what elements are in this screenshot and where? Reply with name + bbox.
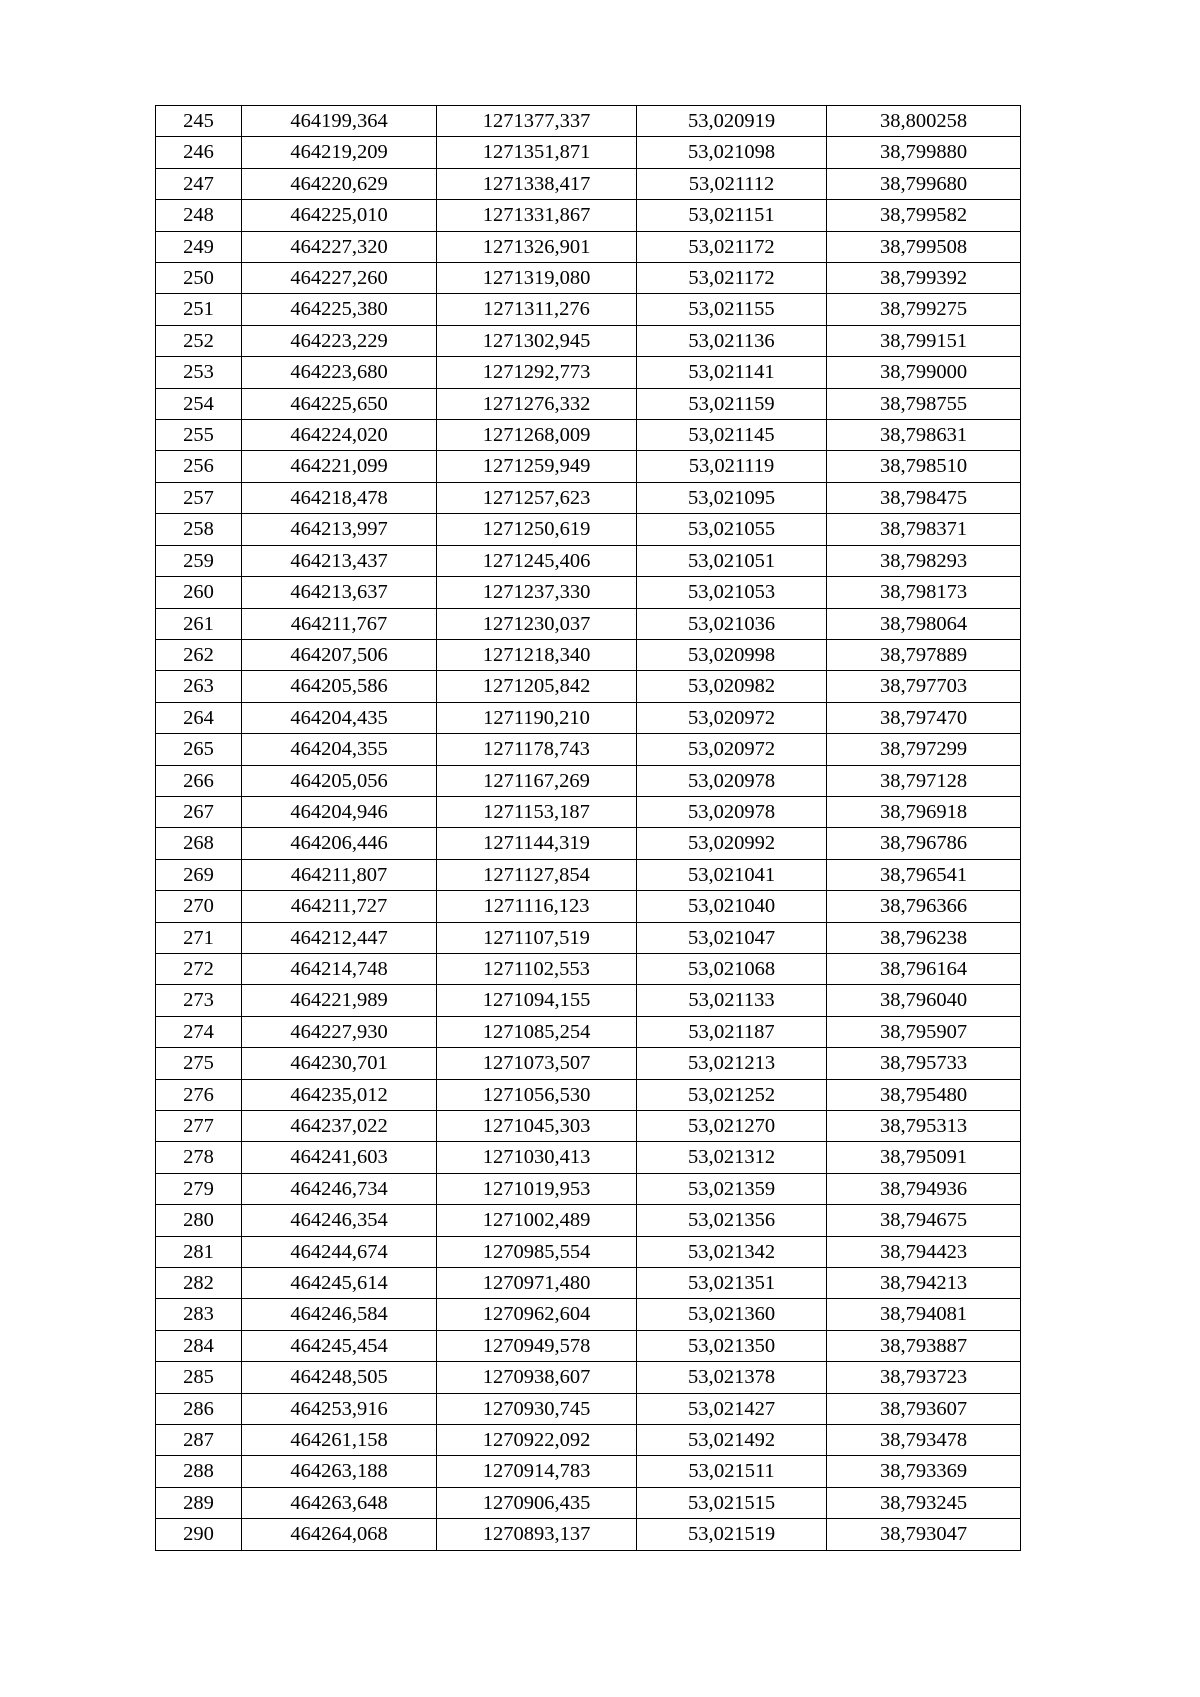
table-cell-longitude: 38,796238: [827, 922, 1021, 953]
table-row: [156, 671, 1021, 702]
table-cell-longitude: 38,798064: [827, 608, 1021, 639]
table-row: [156, 608, 1021, 639]
table-cell-easting: 1271102,553: [437, 953, 637, 984]
table-cell-longitude: 38,798631: [827, 420, 1021, 451]
table-cell-easting: 1270914,783: [437, 1456, 637, 1487]
table-cell-northing: 464246,584: [242, 1299, 437, 1330]
table-cell-index: 288: [156, 1456, 242, 1487]
table-cell-easting: 1271218,340: [437, 639, 637, 670]
table-cell-index: 253: [156, 357, 242, 388]
table-row: [156, 1268, 1021, 1299]
table-cell-latitude: 53,021145: [637, 420, 827, 451]
table-cell-index: 281: [156, 1236, 242, 1267]
table-cell-northing: 464213,437: [242, 545, 437, 576]
table-cell-northing: 464221,099: [242, 451, 437, 482]
table-cell-longitude: 38,797128: [827, 765, 1021, 796]
table-cell-longitude: 38,798755: [827, 388, 1021, 419]
table-cell-latitude: 53,021350: [637, 1330, 827, 1361]
table-cell-northing: 464207,506: [242, 639, 437, 670]
table-cell-index: 282: [156, 1268, 242, 1299]
table-cell-northing: 464263,188: [242, 1456, 437, 1487]
table-cell-easting: 1271178,743: [437, 734, 637, 765]
table-cell-easting: 1271377,337: [437, 106, 637, 137]
table-cell-northing: 464221,989: [242, 985, 437, 1016]
table-cell-easting: 1271085,254: [437, 1016, 637, 1047]
table-cell-index: 259: [156, 545, 242, 576]
table-cell-latitude: 53,020998: [637, 639, 827, 670]
table-cell-latitude: 53,021519: [637, 1519, 827, 1550]
table-cell-easting: 1271268,009: [437, 420, 637, 451]
table-cell-easting: 1270985,554: [437, 1236, 637, 1267]
table-cell-northing: 464245,454: [242, 1330, 437, 1361]
table-cell-latitude: 53,021356: [637, 1205, 827, 1236]
table-row: [156, 1487, 1021, 1518]
table-cell-longitude: 38,795733: [827, 1048, 1021, 1079]
table-cell-index: 255: [156, 420, 242, 451]
table-cell-latitude: 53,020972: [637, 702, 827, 733]
table-row: [156, 200, 1021, 231]
table-cell-index: 266: [156, 765, 242, 796]
table-cell-longitude: 38,799000: [827, 357, 1021, 388]
table-cell-latitude: 53,021068: [637, 953, 827, 984]
table-cell-latitude: 53,021036: [637, 608, 827, 639]
table-cell-easting: 1271351,871: [437, 137, 637, 168]
table-cell-index: 267: [156, 796, 242, 827]
table-cell-latitude: 53,020982: [637, 671, 827, 702]
table-cell-longitude: 38,793047: [827, 1519, 1021, 1550]
table-cell-northing: 464230,701: [242, 1048, 437, 1079]
table-cell-northing: 464206,446: [242, 828, 437, 859]
table-row: [156, 1519, 1021, 1550]
table-cell-latitude: 53,021378: [637, 1362, 827, 1393]
table-cell-latitude: 53,021133: [637, 985, 827, 1016]
table-cell-easting: 1271338,417: [437, 168, 637, 199]
table-cell-longitude: 38,795313: [827, 1111, 1021, 1142]
table-cell-index: 250: [156, 263, 242, 294]
table-row: [156, 1079, 1021, 1110]
table-cell-easting: 1271019,953: [437, 1173, 637, 1204]
table-cell-longitude: 38,795091: [827, 1142, 1021, 1173]
table-cell-latitude: 53,020978: [637, 796, 827, 827]
table-cell-index: 285: [156, 1362, 242, 1393]
table-cell-latitude: 53,021270: [637, 1111, 827, 1142]
table-cell-index: 247: [156, 168, 242, 199]
table-cell-index: 258: [156, 514, 242, 545]
table-cell-northing: 464213,997: [242, 514, 437, 545]
table-cell-longitude: 38,796040: [827, 985, 1021, 1016]
table-cell-easting: 1270893,137: [437, 1519, 637, 1550]
table-row: [156, 953, 1021, 984]
table-cell-longitude: 38,794675: [827, 1205, 1021, 1236]
coordinate-table-body: [156, 106, 1021, 1551]
table-cell-northing: 464248,505: [242, 1362, 437, 1393]
table-cell-northing: 464223,680: [242, 357, 437, 388]
table-cell-latitude: 53,021427: [637, 1393, 827, 1424]
table-cell-latitude: 53,021252: [637, 1079, 827, 1110]
table-row: [156, 577, 1021, 608]
table-cell-northing: 464244,674: [242, 1236, 437, 1267]
table-cell-longitude: 38,800258: [827, 106, 1021, 137]
table-cell-latitude: 53,021312: [637, 1142, 827, 1173]
table-cell-index: 284: [156, 1330, 242, 1361]
table-cell-longitude: 38,797299: [827, 734, 1021, 765]
table-cell-easting: 1271002,489: [437, 1205, 637, 1236]
table-row: [156, 388, 1021, 419]
table-cell-easting: 1271250,619: [437, 514, 637, 545]
table-cell-easting: 1271045,303: [437, 1111, 637, 1142]
table-cell-longitude: 38,799680: [827, 168, 1021, 199]
table-cell-longitude: 38,799880: [827, 137, 1021, 168]
table-cell-index: 280: [156, 1205, 242, 1236]
table-row: [156, 231, 1021, 262]
table-row: [156, 168, 1021, 199]
table-cell-latitude: 53,021492: [637, 1425, 827, 1456]
table-cell-northing: 464205,056: [242, 765, 437, 796]
table-cell-latitude: 53,020978: [637, 765, 827, 796]
table-row: [156, 1330, 1021, 1361]
table-cell-latitude: 53,021187: [637, 1016, 827, 1047]
table-row: [156, 1048, 1021, 1079]
table-cell-latitude: 53,021055: [637, 514, 827, 545]
table-cell-easting: 1270930,745: [437, 1393, 637, 1424]
table-cell-longitude: 38,799392: [827, 263, 1021, 294]
table-cell-index: 251: [156, 294, 242, 325]
table-cell-index: 256: [156, 451, 242, 482]
table-cell-longitude: 38,797703: [827, 671, 1021, 702]
table-cell-latitude: 53,021151: [637, 200, 827, 231]
table-cell-longitude: 38,793478: [827, 1425, 1021, 1456]
table-cell-easting: 1271302,945: [437, 325, 637, 356]
table-cell-index: 283: [156, 1299, 242, 1330]
table-cell-index: 290: [156, 1519, 242, 1550]
table-row: [156, 891, 1021, 922]
table-cell-longitude: 38,794081: [827, 1299, 1021, 1330]
table-row: [156, 482, 1021, 513]
table-cell-index: 271: [156, 922, 242, 953]
table-cell-easting: 1271257,623: [437, 482, 637, 513]
table-cell-northing: 464246,734: [242, 1173, 437, 1204]
table-cell-index: 252: [156, 325, 242, 356]
table-cell-easting: 1271245,406: [437, 545, 637, 576]
table-cell-latitude: 53,021342: [637, 1236, 827, 1267]
table-cell-index: 287: [156, 1425, 242, 1456]
table-cell-index: 260: [156, 577, 242, 608]
table-cell-longitude: 38,793369: [827, 1456, 1021, 1487]
table-cell-northing: 464241,603: [242, 1142, 437, 1173]
table-cell-easting: 1270971,480: [437, 1268, 637, 1299]
table-cell-index: 276: [156, 1079, 242, 1110]
table-cell-longitude: 38,796366: [827, 891, 1021, 922]
table-cell-index: 265: [156, 734, 242, 765]
table-cell-easting: 1271205,842: [437, 671, 637, 702]
table-cell-northing: 464225,010: [242, 200, 437, 231]
table-cell-latitude: 53,021359: [637, 1173, 827, 1204]
table-cell-easting: 1271230,037: [437, 608, 637, 639]
table-cell-easting: 1271030,413: [437, 1142, 637, 1173]
table-cell-index: 270: [156, 891, 242, 922]
table-row: [156, 1142, 1021, 1173]
table-cell-northing: 464225,380: [242, 294, 437, 325]
table-cell-easting: 1270949,578: [437, 1330, 637, 1361]
table-cell-longitude: 38,797470: [827, 702, 1021, 733]
table-cell-northing: 464225,650: [242, 388, 437, 419]
table-cell-easting: 1271319,080: [437, 263, 637, 294]
table-cell-easting: 1271127,854: [437, 859, 637, 890]
table-row: [156, 545, 1021, 576]
table-row: [156, 1236, 1021, 1267]
table-cell-longitude: 38,798293: [827, 545, 1021, 576]
table-cell-easting: 1271292,773: [437, 357, 637, 388]
table-cell-index: 264: [156, 702, 242, 733]
table-cell-northing: 464245,614: [242, 1268, 437, 1299]
table-cell-northing: 464212,447: [242, 922, 437, 953]
table-row: [156, 1173, 1021, 1204]
table-cell-northing: 464253,916: [242, 1393, 437, 1424]
table-cell-easting: 1271259,949: [437, 451, 637, 482]
table-cell-latitude: 53,021141: [637, 357, 827, 388]
table-cell-latitude: 53,020992: [637, 828, 827, 859]
table-cell-easting: 1271237,330: [437, 577, 637, 608]
table-cell-longitude: 38,793245: [827, 1487, 1021, 1518]
table-cell-longitude: 38,798173: [827, 577, 1021, 608]
table-cell-latitude: 53,021047: [637, 922, 827, 953]
table-cell-longitude: 38,793887: [827, 1330, 1021, 1361]
table-cell-longitude: 38,793607: [827, 1393, 1021, 1424]
table-cell-northing: 464211,727: [242, 891, 437, 922]
table-row: [156, 263, 1021, 294]
table-cell-index: 277: [156, 1111, 242, 1142]
table-row: [156, 325, 1021, 356]
table-row: [156, 1299, 1021, 1330]
table-cell-latitude: 53,021155: [637, 294, 827, 325]
table-row: [156, 639, 1021, 670]
table-cell-longitude: 38,795907: [827, 1016, 1021, 1047]
table-cell-northing: 464227,320: [242, 231, 437, 262]
table-row: [156, 357, 1021, 388]
table-cell-latitude: 53,021159: [637, 388, 827, 419]
table-cell-northing: 464218,478: [242, 482, 437, 513]
table-cell-index: 246: [156, 137, 242, 168]
table-row: [156, 514, 1021, 545]
table-row: [156, 796, 1021, 827]
table-cell-northing: 464204,435: [242, 702, 437, 733]
table-cell-latitude: 53,021136: [637, 325, 827, 356]
table-row: [156, 985, 1021, 1016]
table-cell-easting: 1271311,276: [437, 294, 637, 325]
table-row: [156, 420, 1021, 451]
table-cell-longitude: 38,794213: [827, 1268, 1021, 1299]
table-cell-index: 262: [156, 639, 242, 670]
table-cell-longitude: 38,793723: [827, 1362, 1021, 1393]
table-cell-northing: 464227,930: [242, 1016, 437, 1047]
table-cell-longitude: 38,794423: [827, 1236, 1021, 1267]
table-cell-index: 279: [156, 1173, 242, 1204]
table-cell-easting: 1271276,332: [437, 388, 637, 419]
table-cell-northing: 464261,158: [242, 1425, 437, 1456]
table-cell-northing: 464204,355: [242, 734, 437, 765]
table-cell-longitude: 38,796164: [827, 953, 1021, 984]
table-cell-northing: 464246,354: [242, 1205, 437, 1236]
table-cell-latitude: 53,021098: [637, 137, 827, 168]
table-cell-longitude: 38,799151: [827, 325, 1021, 356]
table-cell-northing: 464219,209: [242, 137, 437, 168]
table-cell-longitude: 38,799582: [827, 200, 1021, 231]
table-cell-easting: 1271331,867: [437, 200, 637, 231]
table-cell-index: 249: [156, 231, 242, 262]
table-cell-longitude: 38,795480: [827, 1079, 1021, 1110]
table-row: [156, 828, 1021, 859]
table-row: [156, 137, 1021, 168]
table-row: [156, 1425, 1021, 1456]
table-row: [156, 106, 1021, 137]
table-cell-latitude: 53,021511: [637, 1456, 827, 1487]
table-row: [156, 1456, 1021, 1487]
table-cell-northing: 464223,229: [242, 325, 437, 356]
table-cell-index: 269: [156, 859, 242, 890]
table-cell-easting: 1271190,210: [437, 702, 637, 733]
table-cell-index: 263: [156, 671, 242, 702]
table-cell-index: 274: [156, 1016, 242, 1047]
table-cell-northing: 464199,364: [242, 106, 437, 137]
table-cell-latitude: 53,021172: [637, 263, 827, 294]
table-row: [156, 1016, 1021, 1047]
table-cell-northing: 464263,648: [242, 1487, 437, 1518]
table-cell-easting: 1270922,092: [437, 1425, 637, 1456]
table-cell-longitude: 38,799275: [827, 294, 1021, 325]
table-cell-northing: 464204,946: [242, 796, 437, 827]
table-cell-northing: 464214,748: [242, 953, 437, 984]
table-cell-longitude: 38,796541: [827, 859, 1021, 890]
table-row: [156, 294, 1021, 325]
table-cell-latitude: 53,021515: [637, 1487, 827, 1518]
table-row: [156, 1111, 1021, 1142]
table-cell-index: 257: [156, 482, 242, 513]
table-cell-easting: 1270906,435: [437, 1487, 637, 1518]
table-row: [156, 922, 1021, 953]
table-cell-northing: 464235,012: [242, 1079, 437, 1110]
table-row: [156, 702, 1021, 733]
table-cell-northing: 464237,022: [242, 1111, 437, 1142]
table-row: [156, 1393, 1021, 1424]
table-cell-longitude: 38,797889: [827, 639, 1021, 670]
table-cell-longitude: 38,796786: [827, 828, 1021, 859]
table-cell-latitude: 53,021172: [637, 231, 827, 262]
table-cell-latitude: 53,021051: [637, 545, 827, 576]
table-cell-latitude: 53,021119: [637, 451, 827, 482]
table-cell-northing: 464211,767: [242, 608, 437, 639]
table-cell-easting: 1271094,155: [437, 985, 637, 1016]
coordinate-table-wrapper: [155, 105, 1020, 1551]
table-cell-longitude: 38,799508: [827, 231, 1021, 262]
table-cell-latitude: 53,021360: [637, 1299, 827, 1330]
table-cell-index: 289: [156, 1487, 242, 1518]
coordinate-table: [155, 105, 1021, 1551]
table-cell-northing: 464264,068: [242, 1519, 437, 1550]
table-cell-index: 245: [156, 106, 242, 137]
table-cell-northing: 464205,586: [242, 671, 437, 702]
table-cell-latitude: 53,021213: [637, 1048, 827, 1079]
table-cell-northing: 464227,260: [242, 263, 437, 294]
table-cell-longitude: 38,798371: [827, 514, 1021, 545]
table-row: [156, 451, 1021, 482]
table-cell-longitude: 38,798510: [827, 451, 1021, 482]
table-cell-latitude: 53,020972: [637, 734, 827, 765]
table-cell-easting: 1271153,187: [437, 796, 637, 827]
table-cell-latitude: 53,021351: [637, 1268, 827, 1299]
table-row: [156, 1205, 1021, 1236]
table-cell-latitude: 53,021040: [637, 891, 827, 922]
table-cell-index: 261: [156, 608, 242, 639]
table-cell-northing: 464211,807: [242, 859, 437, 890]
table-row: [156, 859, 1021, 890]
table-cell-easting: 1271073,507: [437, 1048, 637, 1079]
table-cell-index: 275: [156, 1048, 242, 1079]
table-row: [156, 1362, 1021, 1393]
table-cell-easting: 1271144,319: [437, 828, 637, 859]
table-cell-latitude: 53,020919: [637, 106, 827, 137]
table-cell-index: 273: [156, 985, 242, 1016]
table-cell-latitude: 53,021112: [637, 168, 827, 199]
table-cell-latitude: 53,021041: [637, 859, 827, 890]
table-cell-longitude: 38,798475: [827, 482, 1021, 513]
table-cell-index: 286: [156, 1393, 242, 1424]
table-cell-index: 272: [156, 953, 242, 984]
table-cell-latitude: 53,021053: [637, 577, 827, 608]
table-cell-latitude: 53,021095: [637, 482, 827, 513]
table-cell-easting: 1271056,530: [437, 1079, 637, 1110]
table-cell-northing: 464213,637: [242, 577, 437, 608]
table-cell-easting: 1271107,519: [437, 922, 637, 953]
table-cell-northing: 464220,629: [242, 168, 437, 199]
table-cell-index: 254: [156, 388, 242, 419]
table-row: [156, 734, 1021, 765]
table-cell-index: 268: [156, 828, 242, 859]
table-cell-longitude: 38,796918: [827, 796, 1021, 827]
table-cell-index: 278: [156, 1142, 242, 1173]
table-cell-easting: 1271167,269: [437, 765, 637, 796]
table-cell-index: 248: [156, 200, 242, 231]
table-cell-easting: 1271116,123: [437, 891, 637, 922]
table-cell-easting: 1271326,901: [437, 231, 637, 262]
table-cell-easting: 1270962,604: [437, 1299, 637, 1330]
table-cell-longitude: 38,794936: [827, 1173, 1021, 1204]
table-row: [156, 765, 1021, 796]
table-cell-easting: 1270938,607: [437, 1362, 637, 1393]
table-cell-northing: 464224,020: [242, 420, 437, 451]
